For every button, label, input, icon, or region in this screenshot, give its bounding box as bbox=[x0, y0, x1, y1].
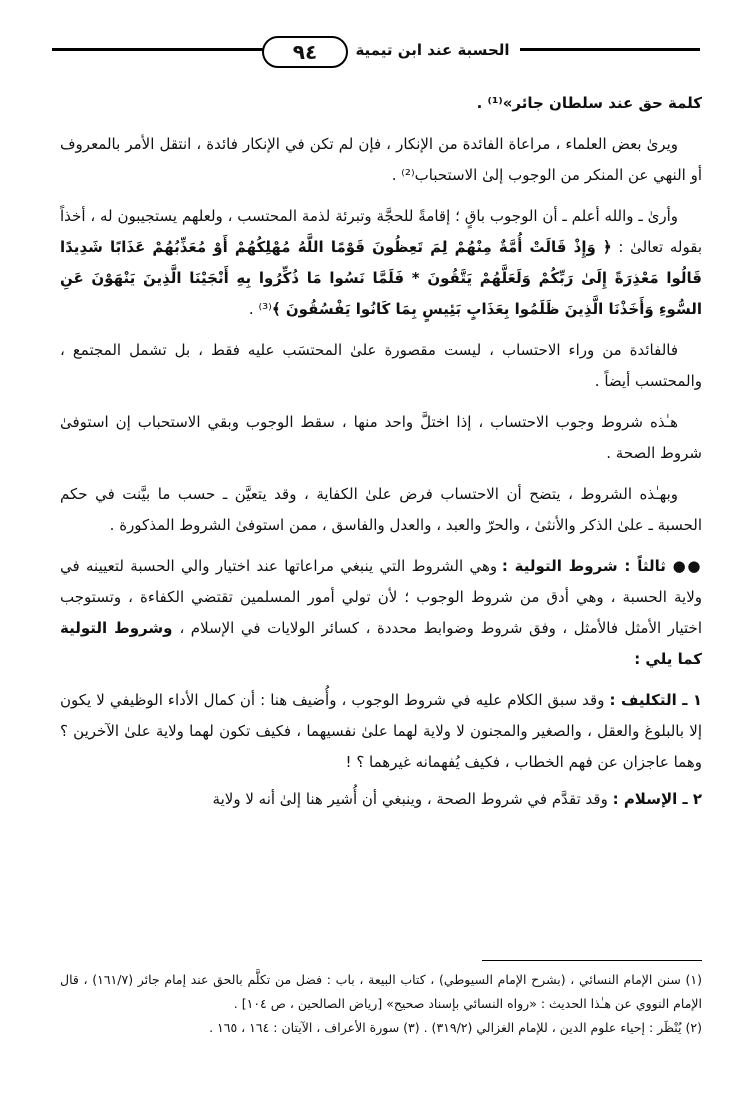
footnote-separator bbox=[482, 960, 702, 961]
section-heading-tawliya: ●● ثالثاً : شروط التولية : bbox=[501, 557, 702, 575]
paragraph-3-lead: وأرىٰ ـ والله أعلم ـ أن الوجوب باقٍ ؛ إقامةً للحجَّة وتبرئة لذمة المحتسب ، ولعلهم يستجيبون له ، أخذاً بقوله تعالىٰ : bbox=[60, 207, 702, 256]
page-header bbox=[50, 30, 705, 70]
body-text bbox=[60, 88, 702, 821]
paragraph-9 bbox=[60, 784, 702, 815]
paragraph-2: ويرىٰ بعض العلماء ، مراعاة الفائدة من الإنكار ، فإن لم تكن في الإنكار فائدة ، انتقل الأمر بالمعروف أو النهي عن المنكر من الوجوب إلىٰ الاستحباب⁽²⁾ . bbox=[60, 135, 702, 184]
quran-verse: ﴿ وَإِذْ قَالَتْ أُمَّةٌ مِنْهُمْ لِمَ تَعِظُونَ قَوْمًا اللَّهُ مُهْلِكُهُمْ أَوْ مُعَذِّبُهُمْ عَذَابًا شَدِيدًا قَالُوا مَعْذِرَةً إِلَىٰ رَبِّكُمْ وَلَعَلَّهُمْ يَتَّقُونَ * فَلَمَّا نَسُوا مَا ذُكِّرُوا بِهِ أَنْجَيْنَا الَّذِينَ يَنْهَوْنَ عَنِ السُّوءِ وَأَخَذْنَا الَّذِينَ ظَلَمُوا بِعَذَابٍ بَئِيسٍ بِمَا كَانُوا يَفْسُقُونَ ﴾ bbox=[60, 238, 702, 318]
paragraph-1: كلمة حق عند سلطان جائر»⁽¹⁾ . bbox=[476, 94, 702, 112]
footnote-ref-3: ⁽³⁾ . bbox=[248, 300, 272, 318]
paragraph-9-text: وقد تقدَّم في شروط الصحة ، وينبغي أن أُشير هنا إلىٰ أنه لا ولاية bbox=[212, 790, 613, 808]
paragraph-7-tail: وشروط التولية كما يلي : bbox=[60, 619, 702, 668]
footnotes bbox=[60, 968, 702, 1040]
paragraph-8-text: وقد سبق الكلام عليه في شروط الوجوب ، وأُضيف هنا : أن كمال الأداء الوظيفي لا يكون إلا بالبلوغ والعقل ، والصغير والمجنون لا ولاية لهما علىٰ نفسيهما ، فكيف تكون لهما ولاية علىٰ الآخرين ؟ وهما عاجزان عن فهم الخطاب ، فكيف يُفهمانه غيرهما ؟ ! bbox=[60, 691, 702, 771]
header-rule-left bbox=[52, 48, 264, 51]
page-number: ٩٤ bbox=[262, 36, 348, 68]
footnote-1: (١) سنن الإمام النسائي ، (بشرح الإمام السيوطي) ، كتاب البيعة ، باب : فضل من تكلَّم بالحق عند إمام جائر (١٦١/٧) ، قال الإمام النووي عن هـٰذا الحديث : «رواه النسائي بإسناد صحيح» [رياض الصالحين ، ص ١٠٤] . bbox=[60, 972, 702, 1011]
running-title: الحسبة عند ابن تيمية bbox=[350, 36, 515, 64]
paragraph-7-text: وهي الشروط التي ينبغي مراعاتها عند اختيار والي الحسبة لتعيينه في ولاية الحسبة ، وهي أدق من شروط الوجوب ؛ لأن تولي أمور المسلمين تقتضي الكفاءة ، وتستوجب اختيار الأمثل فالأمثل ، وفق شروط وضوابط محددة ، كسائر الولايات في الإسلام ، bbox=[60, 557, 703, 637]
item-heading-islam: ٢ ـ الإسلام : bbox=[612, 790, 702, 808]
paragraph-4: فالفائدة من وراء الاحتساب ، ليست مقصورة علىٰ المحتسَب عليه فقط ، بل تشمل المجتمع ، والمحتسب أيضاً . bbox=[60, 341, 702, 390]
paragraph-6: وبهـٰذه الشروط ، يتضح أن الاحتساب فرض علىٰ الكفاية ، وقد يتعيَّن ـ حسب ما بيَّنت في حكم الحسبة ـ علىٰ الذكر والأنثىٰ ، والحرّ والعبد ، والعدل والفاسق ، ممن استوفىٰ الشروط المذكورة . bbox=[60, 485, 702, 534]
header-rule-right bbox=[520, 48, 700, 51]
footnote-2-3: (٢) يُنْظَر : إحياء علوم الدين ، للإمام الغزالي (٣١٩/٢) . (٣) سورة الأعراف ، الآيتان : ١٦٤ ، ١٦٥ . bbox=[209, 1020, 702, 1035]
paragraph-7 bbox=[60, 551, 702, 675]
paragraph-5: هـٰذه شروط وجوب الاحتساب ، إذا اختلَّ واحد منها ، سقط الوجوب وبقي الاستحباب إن استوفىٰ شروط الصحة . bbox=[60, 413, 702, 462]
paragraph-8 bbox=[60, 685, 702, 778]
paragraph-3 bbox=[60, 201, 702, 325]
item-heading-taklif: ١ ـ التكليف : bbox=[609, 691, 702, 709]
